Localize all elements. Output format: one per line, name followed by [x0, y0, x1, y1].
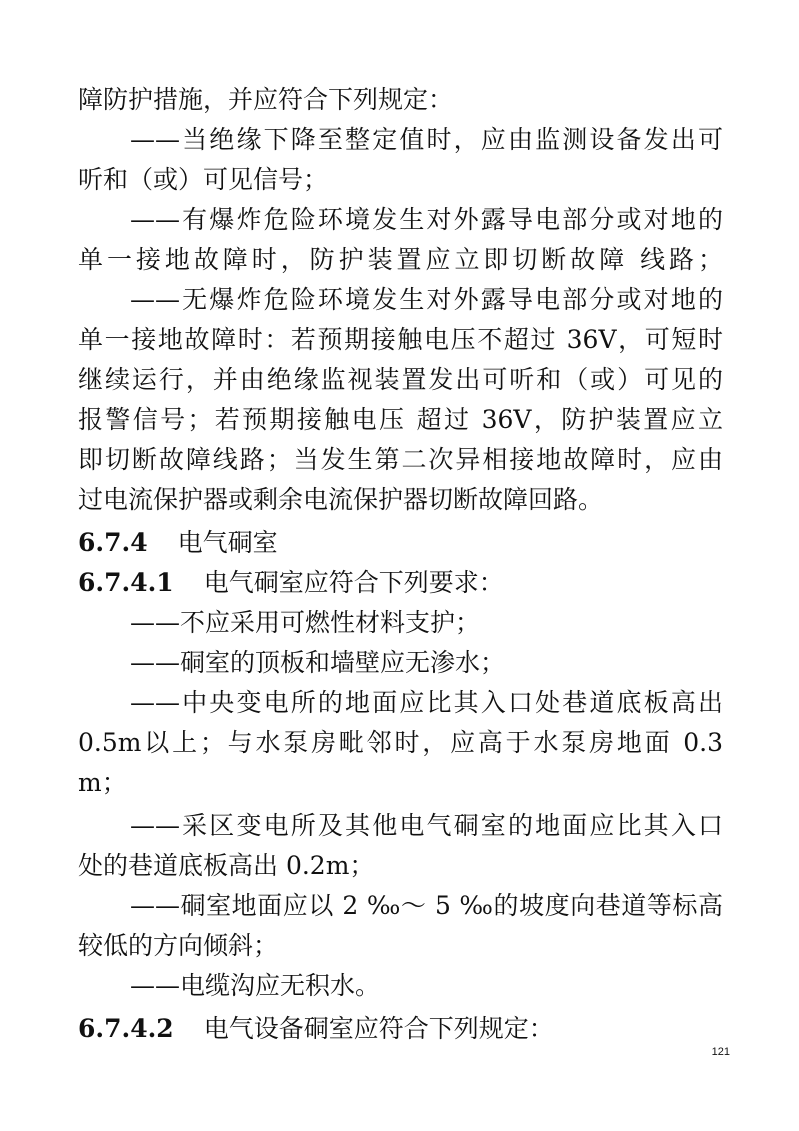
- list-item: ——硐室地面应以 2 ‰～ 5 ‰的坡度向巷道等标高: [130, 891, 723, 920]
- text-line: ——当绝缘下降至整定值时，应由监测设备发出可: [130, 125, 723, 154]
- list-item: 0.5m以上；与水泵房毗邻时，应高于水泵房地面 0.3: [78, 728, 723, 757]
- section-heading-6-7-4-1: [78, 563, 723, 603]
- list-item: ——不应采用可燃性材料支护；: [130, 608, 481, 637]
- text-line: 单一接地故障时：若预期接触电压不超过 36V，可短时: [78, 325, 723, 354]
- section-heading-6-7-4-2: [78, 1009, 723, 1049]
- section-number: 6.7.4.1: [78, 568, 174, 597]
- text-line: 单一接地故障时，防护装置应立即切断故障 线路；: [78, 245, 723, 274]
- list-item: 较低的方向倾斜；: [78, 931, 279, 960]
- list-item: m；: [78, 768, 127, 797]
- text-line: 报警信号；若预期接触电压 超过 36V，防护装置应立: [78, 405, 723, 434]
- text-line: ——有爆炸危险环境发生对外露导电部分或对地的: [130, 205, 723, 234]
- list-item: ——采区变电所及其他电气硐室的地面应比其入口: [130, 811, 723, 840]
- text-line: 继续运行，并由绝缘监视装置发出可听和（或）可见的: [78, 365, 723, 394]
- list-item: ——中央变电所的地面应比其入口处巷道底板高出: [130, 688, 723, 717]
- text-line: 听和（或）可见信号；: [78, 165, 329, 194]
- section-heading-6-7-4: [78, 523, 723, 563]
- page-number: 121: [711, 1046, 730, 1058]
- section-number: 6.7.4.2: [78, 1014, 174, 1043]
- section-title: 电气硐室: [177, 528, 278, 557]
- section-title: 电气硐室应符合下列要求：: [203, 568, 504, 597]
- section-title: 电气设备硐室应符合下列规定：: [203, 1014, 554, 1043]
- text-line: 过电流保护器或剩余电流保护器切断故障回路。: [78, 485, 604, 514]
- text-line: 即切断故障线路；当发生第二次异相接地故障时，应由: [78, 445, 723, 474]
- text-line: ——无爆炸危险环境发生对外露导电部分或对地的: [130, 285, 723, 314]
- section-number: 6.7.4: [78, 528, 148, 557]
- list-item: 处的巷道底板高出 0.2m；: [78, 851, 375, 880]
- list-item: ——硐室的顶板和墙壁应无渗水；: [130, 648, 506, 677]
- text-line: 障防护措施，并应符合下列规定：: [78, 85, 454, 114]
- list-item: ——电缆沟应无积水。: [130, 971, 381, 1000]
